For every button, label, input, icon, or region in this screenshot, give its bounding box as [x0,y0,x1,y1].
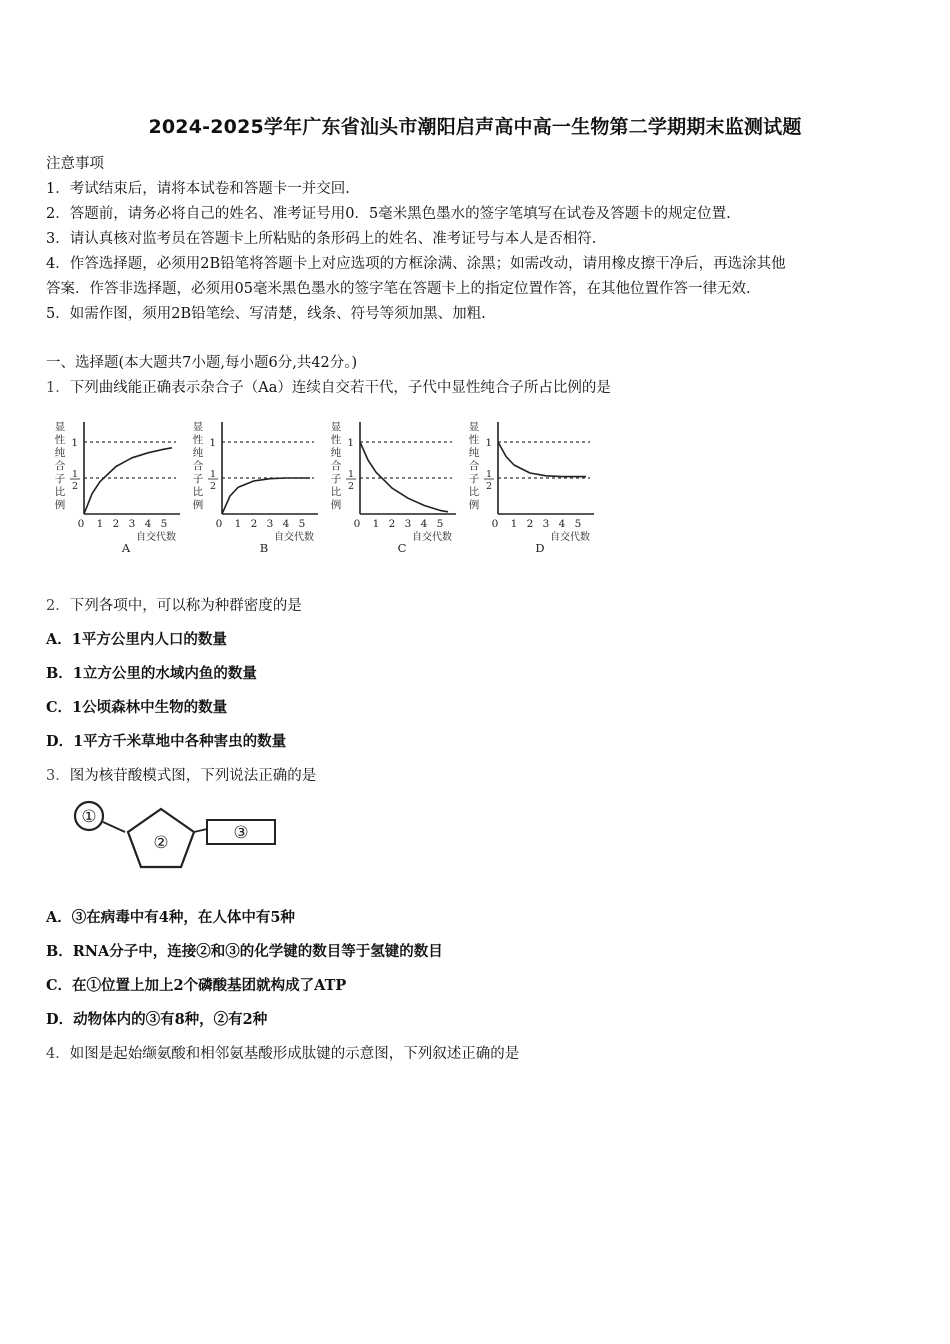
y-axis-label-char: 比 [54,486,66,498]
x-tick-label: 2 [112,518,120,530]
x-tick-label: 0 [491,518,499,530]
y-axis-label-char: 子 [54,473,66,485]
y-axis-label-char: 比 [330,486,342,498]
question-text: 图为核苷酸模式图，下列说法正确的是 [69,768,317,784]
chart-title: D [535,541,545,555]
option-a: A．1平方公里内人口的数量 [46,631,227,648]
question-number: 2． [46,598,70,614]
x-tick-label: 3 [404,518,412,530]
bond-line [103,822,125,832]
x-tick-label: 1 [372,518,380,530]
y-tick-label: 1 [71,469,78,480]
notes-heading: 注意事项 [46,156,104,172]
y-axis-label-char: 性 [468,434,480,446]
question-2 [46,594,302,615]
x-tick-label: 3 [128,518,136,530]
y-axis-label-char: 合 [192,460,204,472]
page-title: 2024-2025学年广东省汕头市潮阳启声高中高一生物第二学期期末监测试题 [148,116,802,138]
x-axis-label: 自交代数 [550,532,590,543]
notes-item: 5．如需作图，须用2B铅笔绘、写清楚，线条、符号等须加黑、加粗. [46,306,486,322]
x-tick-label: 2 [388,518,396,530]
option-c: C．1公顷森林中生物的数量 [46,699,228,716]
y-axis-label-char: 例 [54,499,66,511]
x-tick-label: 0 [77,518,85,530]
x-tick-label: 4 [144,518,152,530]
question-1 [46,376,611,397]
x-axis-label: 自交代数 [136,532,176,543]
y-axis-label-char: 性 [54,434,66,446]
question-text: 下列各项中，可以称为种群密度的是 [69,598,302,614]
diagram-label-1: ① [81,807,97,827]
y-axis-label-char: 显 [330,421,342,433]
x-tick-label: 1 [234,518,242,530]
x-tick-label: 2 [526,518,534,530]
question-3 [46,764,316,785]
y-tick-label: 1 [71,437,78,449]
y-axis-label-char: 性 [330,434,342,446]
x-tick-label: 2 [250,518,258,530]
option-b: B．1立方公里的水域内鱼的数量 [46,665,257,682]
notes-item: 答案．作答非选择题，必须用05毫米黑色墨水的签字笔在答题卡上的指定位置作答，在其他位置作答一律无效. [46,281,751,297]
series-line [84,448,172,514]
x-tick-label: 3 [266,518,274,530]
question-number: 3． [46,768,70,784]
y-axis-label-char: 纯 [54,447,66,459]
y-axis-label-char: 纯 [192,447,204,459]
option-b: B．RNA分子中，连接②和③的化学键的数目等于氢键的数目 [46,943,443,960]
x-tick-label: 4 [558,518,566,530]
section-heading: 一、选择题(本大题共7小题,每小题6分,共42分。) [46,355,358,371]
nucleotide-diagram [70,796,290,876]
notes-item: 4．作答选择题，必须用2B铅笔将答题卡上对应选项的方框涂满、涂黑；如需改动，请用橡皮擦干净后，再选涂其他 [46,256,786,272]
x-tick-label: 4 [282,518,290,530]
chart-A [55,421,180,555]
y-axis-label-char: 子 [192,473,204,485]
y-tick-label: 2 [71,481,78,492]
option-d: D．1平方千米草地中各种害虫的数量 [46,733,287,750]
y-axis-label-char: 例 [468,499,480,511]
y-axis-label-char: 显 [192,421,204,433]
y-axis-label-char: 显 [468,421,480,433]
y-axis-label-char: 比 [192,486,204,498]
question-text: 如图是起始缬氨酸和相邻氨基酸形成肽键的示意图，下列叙述正确的是 [69,1046,520,1062]
diagram-label-3: ③ [233,823,249,843]
y-tick-label: 1 [347,437,354,449]
notes-item: 2．答题前，请务必将自己的姓名、准考证号用0．5毫米黑色墨水的签字笔填写在试卷及答题卡的规定位置. [46,206,731,222]
y-tick-label: 2 [485,481,492,492]
diagram-label-2: ② [153,833,169,853]
y-axis-label-char: 合 [468,460,480,472]
y-axis-label-char: 纯 [330,447,342,459]
y-tick-label: 1 [485,469,492,480]
y-tick-label: 2 [209,481,216,492]
x-tick-label: 5 [160,518,168,530]
x-tick-label: 5 [574,518,582,530]
y-axis-label-char: 子 [468,473,480,485]
chart-B [193,421,318,555]
y-axis-label-char: 性 [192,434,204,446]
series-line [498,442,586,477]
y-tick-label: 2 [347,481,354,492]
x-tick-label: 5 [436,518,444,530]
x-tick-label: 1 [96,518,104,530]
x-axis-label: 自交代数 [412,532,452,543]
notes-item: 3．请认真核对监考员在答题卡上所粘贴的条形码上的姓名、准考证号与本人是否相符. [46,231,597,247]
chart-title: C [397,541,407,555]
x-tick-label: 1 [510,518,518,530]
option-c: C．在①位置上加上2个磷酸基团就构成了ATP [46,977,347,994]
y-axis-label-char: 例 [330,499,342,511]
y-axis-label-char: 合 [54,460,66,472]
question-number: 1． [46,380,70,396]
x-tick-label: 0 [353,518,361,530]
x-tick-label: 3 [542,518,550,530]
y-axis-label-char: 显 [54,421,66,433]
x-tick-label: 5 [298,518,306,530]
x-tick-label: 4 [420,518,428,530]
y-tick-label: 1 [209,437,216,449]
option-a: A．③在病毒中有4种，在人体中有5种 [46,909,295,926]
y-axis-label-char: 合 [330,460,342,472]
y-tick-label: 1 [347,469,354,480]
notes-item: 1．考试结束后，请将本试卷和答题卡一并交回. [46,181,350,197]
question-text: 下列曲线能正确表示杂合子（Aa）连续自交若干代，子代中显性纯合子所占比例的是 [69,380,611,396]
chart-C [331,421,456,555]
y-axis-label-char: 纯 [468,447,480,459]
chart-title: B [259,541,269,555]
y-axis-label-char: 例 [192,499,204,511]
chart-title: A [121,541,131,555]
y-tick-label: 1 [209,469,216,480]
chart-D [469,421,594,555]
x-axis-label: 自交代数 [274,532,314,543]
q1-charts [52,412,622,562]
x-tick-label: 0 [215,518,223,530]
y-axis-label-char: 子 [330,473,342,485]
bond-line [194,829,207,832]
series-line [222,478,310,514]
series-line [360,442,448,512]
y-axis-label-char: 比 [468,486,480,498]
option-d: D．动物体内的③有8种，②有2种 [46,1011,268,1028]
question-4 [46,1042,519,1063]
y-tick-label: 1 [485,437,492,449]
question-number: 4． [46,1046,70,1062]
